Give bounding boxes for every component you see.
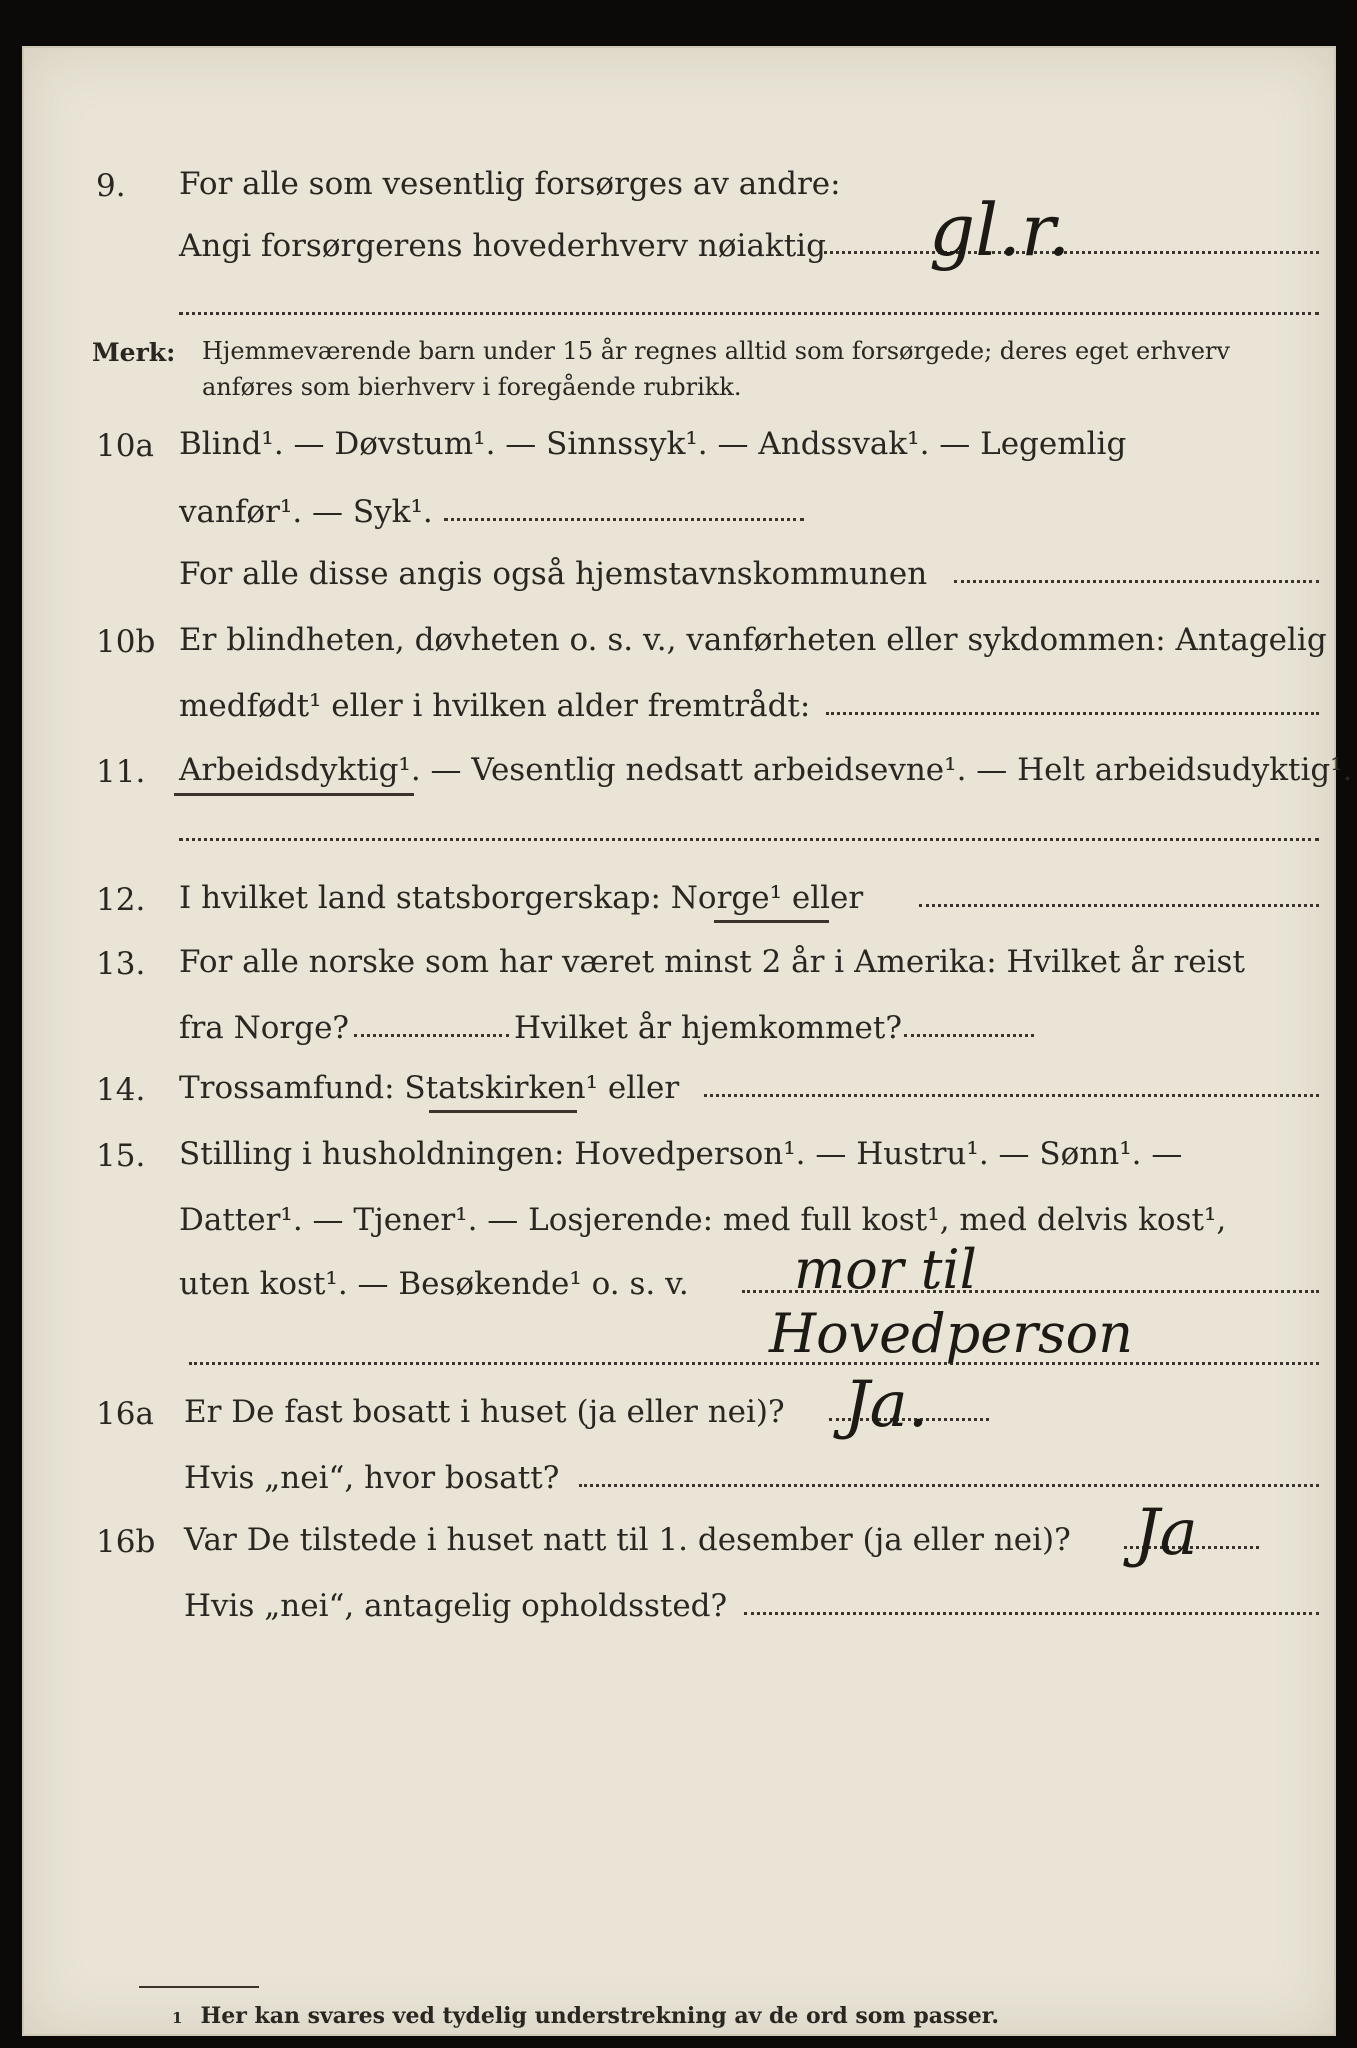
q9-answer-line [824,251,1319,254]
footnote-rule [139,1986,259,1988]
q11-arbeidsdyktig: Arbeidsdyktig¹. [179,752,421,788]
q10b-answer-line [826,712,1319,715]
q11-rest: — Vesentlig nedsatt arbeidsevne¹. — Helt arbeidsudyktig¹. [420,752,1353,788]
footnote-text: Her kan svares ved tydelig understrekning av de ord som passer. [200,2003,999,2029]
q15-answer-line-2 [189,1362,1319,1365]
q12-number: 12. [96,882,146,918]
q11-line1 [179,752,1353,788]
q10b-line1: Er blindheten, døvheten o. s. v., vanførheten eller sykdommen: Antagelig [179,622,1327,658]
merk-label: Merk: [92,338,176,367]
q13-hjemkommet-line [904,1034,1034,1037]
q11-answer-line [179,838,1319,841]
footnote [172,2003,999,2029]
q9-answer-line-2 [179,312,1319,315]
q16b-handwritten-answer: Ja [1134,1496,1198,1570]
q13-line1: For alle norske som har været minst 2 år i Amerika: Hvilket år reist [179,944,1245,980]
q16b-line2: Hvis „nei“, antagelig opholdssted? [184,1588,728,1624]
q14-eller: eller [598,1070,680,1106]
census-form-page [22,46,1353,2036]
q12-line1 [179,880,863,916]
q16a-number: 16a [96,1396,154,1432]
q14-statskirken: Statskirken¹ [404,1070,598,1106]
q11-number: 11. [96,754,146,790]
merk-line2: anføres som bierhverv i foregående rubrikk. [202,373,742,401]
q10b-number: 10b [96,624,156,660]
q14-question: Trossamfund: [179,1070,405,1106]
q15-line3: uten kost¹. — Besøkende¹ o. s. v. [179,1266,689,1302]
q9-line2: Angi forsørgerens hovederhverv nøiaktig [179,228,826,264]
q10a-syk-line [444,518,804,521]
q10a-line2: vanfør¹. — Syk¹. [179,494,433,530]
q13-line2b: Hvilket år hjemkommet? [514,1010,902,1046]
q14-handwritten-underline [429,1110,577,1113]
q15-handwritten-answer1: mor til [794,1238,977,1301]
q16a-handwritten-answer: Ja. [844,1368,929,1442]
q16a-line1: Er De fast bosatt i huset (ja eller nei)? [184,1394,785,1430]
q12-norge: Norge¹ [670,880,783,916]
q13-number: 13. [96,946,146,982]
q10a-line1: Blind¹. — Døvstum¹. — Sinnssyk¹. — Andssvak¹. — Legemlig [179,426,1127,462]
q9-line1: For alle som vesentlig forsørges av andre: [179,166,841,202]
q9-number: 9. [96,168,126,204]
q16b-line1: Var De tilstede i huset natt til 1. desember (ja eller nei)? [184,1522,1071,1558]
q10b-line2: medfødt¹ eller i hvilken alder fremtrådt: [179,688,811,724]
q11-handwritten-underline [174,793,414,796]
q10a-line3: For alle disse angis også hjemstavnskommunen [179,556,928,592]
q15-line2: Datter¹. — Tjener¹. — Losjerende: med full kost¹, med delvis kost¹, [179,1202,1227,1238]
merk-line1: Hjemmeværende barn under 15 år regnes alltid som forsørgede; deres eget erhverv [202,337,1230,365]
q16b-opholdssted-line [744,1612,1319,1615]
q16a-bosatt-line [579,1484,1319,1487]
q13-line2a: fra Norge? [179,1010,350,1046]
footnote-marker: 1 [172,2009,183,2027]
q12-question: I hvilket land statsborgerskap: [179,880,671,916]
q10a-hjemstavn-line [954,580,1319,583]
q9-handwritten-answer: gl.r. [929,188,1071,272]
q15-handwritten-answer2: Hovedperson [769,1302,1133,1365]
q14-number: 14. [96,1072,146,1108]
q12-eller: eller [782,880,864,916]
q10a-number: 10a [96,428,154,464]
q13-reist-line [354,1034,509,1037]
q15-number: 15. [96,1138,146,1174]
q14-line1 [179,1070,679,1106]
q14-answer-line [704,1094,1319,1097]
q15-line1: Stilling i husholdningen: Hovedperson¹. — Hustru¹. — Sønn¹. — [179,1136,1183,1172]
q16a-line2: Hvis „nei“, hvor bosatt? [184,1460,560,1496]
q16b-number: 16b [96,1524,156,1560]
q12-handwritten-underline [714,920,829,923]
q12-answer-line [919,904,1319,907]
